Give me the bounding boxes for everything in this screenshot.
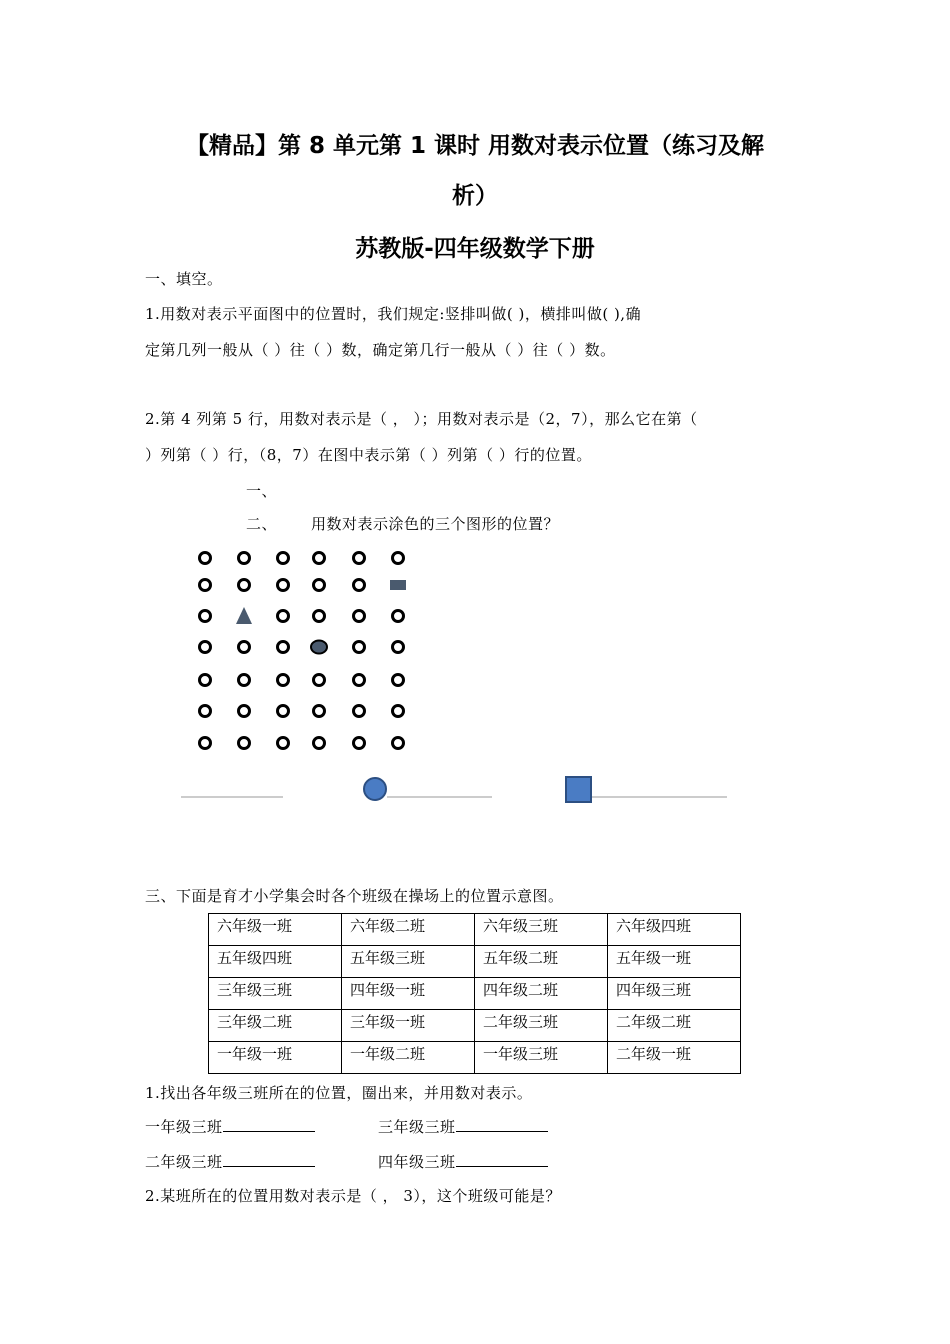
answer-label: 三年级三班 (378, 1118, 456, 1136)
grid-point-icon (393, 738, 404, 749)
doc-title-line1: 【精品】第 8 单元第 1 课时 用数对表示位置（练习及解 (185, 133, 765, 159)
shaded-triangle-icon (236, 607, 252, 624)
grid-point-icon (354, 580, 365, 591)
grid-point-icon (393, 642, 404, 653)
grid-point-icon (314, 706, 325, 717)
table-cell: 三年级二班 (209, 1010, 342, 1042)
grid-point-icon (278, 706, 289, 717)
grid-point-icon (200, 580, 211, 591)
grid-point-icon (354, 642, 365, 653)
q1-line1: 1.用数对表示平面图中的位置时，我们规定:竖排叫做( )，横排叫做( ),确 (145, 305, 642, 323)
grid-point-icon (200, 642, 211, 653)
square-answer-icon (566, 777, 591, 802)
grid-point-icon (239, 675, 250, 686)
answer-grade2-class3 (145, 1151, 315, 1172)
shaded-dot-icon (311, 641, 327, 654)
section2-number-b: 二、 (246, 515, 278, 533)
grid-point-icon (314, 675, 325, 686)
answer-grade4-class3 (378, 1151, 548, 1172)
grid-point-icon (239, 553, 250, 564)
section3-q2: 2.某班所在的位置用数对表示是（ ， 3），这个班级可能是？ (145, 1187, 561, 1205)
table-row (209, 914, 741, 946)
table-cell: 四年级三班 (608, 978, 741, 1010)
table-cell: 一年级一班 (209, 1042, 342, 1074)
table-cell: 三年级三班 (209, 978, 342, 1010)
q2-line1: 2.第 4 列第 5 行，用数对表示是（ ， ）；用数对表示是（2，7），那么它在第（ (145, 410, 698, 428)
table-row (209, 1042, 741, 1074)
circle-answer-icon (364, 778, 386, 800)
grid-point-icon (314, 580, 325, 591)
grid-point-icon (239, 706, 250, 717)
grid-point-icon (354, 738, 365, 749)
table-cell: 五年级四班 (209, 946, 342, 978)
section2-number-a: 一、 (246, 482, 278, 500)
table-cell: 六年级四班 (608, 914, 741, 946)
grid-point-icon (393, 553, 404, 564)
table-cell: 一年级二班 (342, 1042, 475, 1074)
table-row (209, 978, 741, 1010)
table-cell: 五年级一班 (608, 946, 741, 978)
table-cell: 二年级二班 (608, 1010, 741, 1042)
table-cell: 五年级二班 (475, 946, 608, 978)
table-cell: 六年级一班 (209, 914, 342, 946)
grid-point-icon (393, 675, 404, 686)
answer-label: 四年级三班 (378, 1153, 456, 1171)
grid-point-icon (278, 675, 289, 686)
answer-label: 一年级三班 (145, 1118, 223, 1136)
grid-point-icon (354, 675, 365, 686)
grid-point-icon (314, 611, 325, 622)
grid-point-icon (314, 738, 325, 749)
grid-point-icon (200, 553, 211, 564)
answer-blank[interactable] (223, 1152, 315, 1167)
shaded-square-icon (390, 580, 406, 590)
grid-point-icon (278, 642, 289, 653)
grid-point-icon (239, 580, 250, 591)
grid-point-icon (239, 642, 250, 653)
grid-point-icon (200, 611, 211, 622)
grid-point-icon (314, 553, 325, 564)
table-cell: 一年级三班 (475, 1042, 608, 1074)
table-cell: 六年级三班 (475, 914, 608, 946)
grid-point-icon (200, 706, 211, 717)
grid-point-icon (278, 553, 289, 564)
doc-title-line2: 析） (452, 183, 498, 209)
section1-heading: 一、填空。 (145, 270, 223, 288)
grid-point-icon (200, 675, 211, 686)
section3-heading: 三、下面是育才小学集会时各个班级在操场上的位置示意图。 (145, 887, 564, 905)
table-cell: 六年级二班 (342, 914, 475, 946)
answer-grade1-class3 (145, 1116, 315, 1137)
answer-blank[interactable] (223, 1117, 315, 1132)
table-row (209, 946, 741, 978)
answer-grade3-class3 (378, 1116, 548, 1137)
doc-subtitle: 苏教版-四年级数学下册 (355, 236, 595, 262)
section2-question: 用数对表示涂色的三个图形的位置？ (311, 515, 560, 533)
grid-point-icon (354, 706, 365, 717)
grid-point-icon (278, 580, 289, 591)
grid-point-icon (200, 738, 211, 749)
section3-q1: 1.找出各年级三班所在的位置，圈出来，并用数对表示。 (145, 1084, 533, 1102)
grid-point-icon (354, 611, 365, 622)
table-cell: 四年级二班 (475, 978, 608, 1010)
grid-point-icon (239, 738, 250, 749)
answer-blank[interactable] (456, 1117, 548, 1132)
table-cell: 五年级三班 (342, 946, 475, 978)
grid-point-icon (393, 706, 404, 717)
table-row (209, 1010, 741, 1042)
q1-line2: 定第几列一般从（ ）往（ ）数，确定第几行一般从（ ）往（ ）数。 (145, 341, 616, 359)
table-cell: 三年级一班 (342, 1010, 475, 1042)
grid-point-icon (278, 611, 289, 622)
class-position-table (208, 913, 741, 1074)
answer-blank[interactable] (456, 1152, 548, 1167)
grid-point-icon (354, 553, 365, 564)
table-cell: 四年级一班 (342, 978, 475, 1010)
table-cell: 二年级一班 (608, 1042, 741, 1074)
table-cell: 二年级三班 (475, 1010, 608, 1042)
q2-line2: ）列第（ ）行，（8，7）在图中表示第（ ）列第（ ）行的位置。 (145, 446, 592, 464)
grid-point-icon (278, 738, 289, 749)
grid-point-icon (393, 611, 404, 622)
answer-label: 二年级三班 (145, 1153, 223, 1171)
